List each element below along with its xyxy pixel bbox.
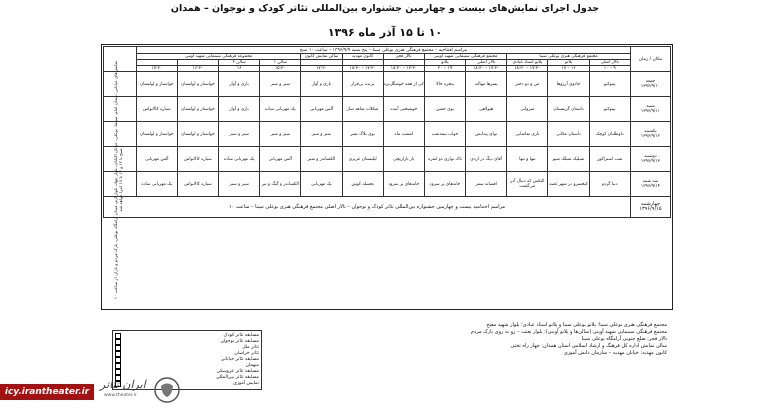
note-line: مجتمع فرهنگی سینمایی شهید آوینی (سالن‌ها و پلاتو آوینی): بلوار بعثت – رو به روی پارک مردم — [470, 329, 667, 335]
legend-label: نمایش آموزی — [233, 381, 259, 386]
performance-cell: پینوکیو — [589, 97, 630, 122]
performance-cell: تاک نوازی دو انفره — [424, 147, 465, 172]
url-banner: icy.irantheater.ir — [0, 384, 94, 400]
performance-cell: سیاره کالانواس — [177, 147, 218, 172]
performance-cell: یک مهربانی ساده — [136, 172, 177, 197]
note-line: کانون مهدیه: خیابان مهدیه – سازمان دانش آموزی — [563, 350, 667, 356]
time-header: ۱۵:۳۰ — [260, 66, 301, 72]
legend-label: مسابقه تئاتر نوجوان — [220, 339, 259, 344]
performance-cell: داستان مکانی — [548, 122, 589, 147]
venue-header: مجموعه فرهنگی سینمایی شهید آوینی — [136, 54, 301, 60]
subvenue-header: تالار اصلی — [466, 60, 507, 66]
time-header: ۱۷:۳۰ — [301, 66, 342, 72]
legend-label: مسابقه تئاتر کودک — [223, 333, 259, 338]
venue-header: سالن نمایش کانون — [301, 54, 342, 60]
day-label — [630, 97, 670, 122]
subvenue-header: سالن ۲ — [219, 60, 260, 66]
time-header: ۱۷:۳۰ – ۱۸:۳۰ — [507, 66, 548, 72]
performance-cell: یک مهربانی ساده — [219, 147, 260, 172]
performance-cell: بازی تماشایی — [507, 122, 548, 147]
closing-day-name: چهارشنبه — [640, 201, 661, 207]
venue-header: کانون مهدیه — [342, 54, 383, 60]
performance-cell: سبز و سبز — [260, 122, 301, 147]
performance-cell: یک مهربانی — [301, 172, 342, 197]
time-header: ۱۷:۳۰ – ۱۸:۳۰ — [342, 66, 383, 72]
performance-cell: پینوکیو — [589, 72, 630, 97]
subvenue-header: پلاتو استاد عبادی — [507, 60, 548, 66]
performance-cell: خواستار و لولستان — [177, 122, 218, 147]
performance-cell: خواستار و لولستان — [177, 72, 218, 97]
day-name: شنبه — [646, 104, 655, 109]
performance-cell: شکلات شاهد ساز — [342, 97, 383, 122]
day-name: یکشنبه — [644, 129, 657, 134]
performance-cell: خواستار و لولستان — [136, 72, 177, 97]
closing-day-date: ۱۳۹۶/۹/۱۵ — [639, 206, 662, 212]
performance-cell: آلس مهربانی — [260, 147, 301, 172]
performance-cell: خانه‌های پر سرود — [424, 172, 465, 197]
performance-cell: بوی بلاگ نمیر — [342, 122, 383, 147]
venue-header: تالار فجر — [383, 54, 424, 60]
day-name: سه شنبه — [642, 179, 659, 184]
day-date: ۱۳۹۶/۹/۱۳ — [640, 159, 660, 164]
subvenue-header: پلاتو — [548, 60, 589, 66]
day-label — [630, 172, 670, 197]
site-address: www.theater.ir — [104, 393, 137, 398]
day-row — [104, 147, 671, 172]
day-row — [104, 72, 671, 97]
performance-cell: الکساندر و شیر — [301, 147, 342, 172]
performance-cell: دنیا گردو — [589, 172, 630, 197]
performance-cell: خواستار و لولستان — [177, 97, 218, 122]
performance-cell: لیلیستان عزیزی — [342, 147, 383, 172]
performance-cell: سبز و سبز — [301, 122, 342, 147]
legend-label: مسابقه تئاتر بین‌المللی — [215, 375, 259, 380]
legend-label: میهمان — [245, 363, 259, 368]
time-header: ۱۶ — [219, 66, 260, 72]
street-theater-note-text: نمایش‌های خیابانی: میدان امام، سینما، بوعلی، خیابان اکباتان، بلوار جهاد، بلوار ارم، میدان آرامگاه بوعلی، پارک مردم و بازار، از ساعت ۱۰ صبح تا ۱۲ و ۱۴ تا ۱۸ اجرا خواهد شد — [112, 60, 123, 300]
time-header: ۱۷:۳۰ — [136, 66, 177, 72]
day-date: ۱۳۹۶/۹/۱۲ — [640, 134, 660, 139]
table-head — [104, 47, 671, 72]
schedule-table — [103, 46, 671, 218]
legend-label: تئاتر خراسان — [234, 351, 259, 356]
performance-cell: سبز و سبز — [219, 122, 260, 147]
performance-cell: میروانی — [507, 97, 548, 122]
performance-cell: تنها و تنها — [507, 147, 548, 172]
day-row — [104, 172, 671, 197]
performance-cell: سیاره کالانواس — [136, 97, 177, 122]
time-header: ۹ – ۱۰ — [589, 66, 630, 72]
performance-cell: آلس مهربانی — [301, 97, 342, 122]
legend-label: مسابقه تئاتر عروسکی — [216, 369, 259, 374]
performance-cell: یار بازاریچی — [383, 147, 424, 172]
day-name: دوشنبه — [644, 154, 657, 159]
performance-cell: پرنده بی‌قرار — [342, 72, 383, 97]
day-label — [630, 122, 670, 147]
time-header: ۱۶:۳۰ — [177, 66, 218, 72]
subvenue-header: سالن ۱ — [260, 60, 301, 66]
legend-label: تئاتر ملل — [242, 345, 259, 350]
note-line: سالن نمایش اداره کل فرهنگ و ارشاد اسلامی استان همدان: چهار راه تختی — [510, 343, 667, 349]
performance-cell: آقای دیگ در اردی — [466, 147, 507, 172]
performance-cell: خواب نیمه‌شب — [424, 122, 465, 147]
day-date: ۱۳۹۶/۹/۱۰ — [640, 84, 660, 89]
venue-header: مجتمع فرهنگی سینمایی شهید آوینی — [424, 54, 506, 60]
closing-day — [630, 197, 670, 218]
performance-cell: بازی و آواز — [301, 72, 342, 97]
closing-text: مراسم اختتامیه بیست و چهارمین جشنواره بین‌المللی تئاتر کودک و نوجوان – تالار اصلی مجتمع فرهنگی هنری بوعلی سینا – ساعت ۱۰ — [104, 197, 631, 218]
performance-cell: امشب ماه — [383, 122, 424, 147]
performance-cell: خواستار و لولستان — [136, 122, 177, 147]
day-row — [104, 97, 671, 122]
performance-cell: سبز و سبز — [219, 172, 260, 197]
schedule-body — [104, 72, 671, 197]
performance-cell: افسانه سفر — [466, 172, 507, 197]
day-row — [104, 122, 671, 147]
time-header: ۱۹ – ۲۰ — [424, 66, 465, 72]
note-line: تالار فجر: ضلع جنوبی آرامگاه بوعلی سینا — [581, 336, 667, 342]
time-header: ۱۶ – ۱۷ — [548, 66, 589, 72]
performance-cell: خانه‌های پر سرود — [383, 172, 424, 197]
performance-cell: سبز و سبز — [260, 72, 301, 97]
day-label — [630, 72, 670, 97]
performance-cell: سیاره کالانواس — [177, 172, 218, 197]
performance-cell: بوی جشن — [424, 97, 465, 122]
performance-cell: پسرها تنها‌اند — [466, 72, 507, 97]
opening-banner: مراسم افتتاحیه – مجتمع فرهنگی هنری بوعلی سینا – پنج شنبه ۱۳۹۶/۹/۹ – ساعت ۱۰ صبح — [136, 47, 630, 54]
time-header: ۱۷:۳۰ – ۱۸:۳۰ — [383, 66, 424, 72]
time-header: ۱۷:۳۰ – ۱۸:۳۰ — [466, 66, 507, 72]
day-date: ۱۳۹۶/۹/۱۴ — [640, 184, 660, 189]
day-date: ۱۳۹۶/۹/۱۱ — [640, 109, 660, 114]
performance-cell: شب استراکوز — [589, 147, 630, 172]
street-theater-note — [104, 55, 131, 305]
subvenue-header: تالار اصلی — [589, 60, 630, 66]
festival-dates: ۱۰ تا ۱۵ آذر ماه ۱۳۹۶ — [327, 26, 443, 39]
performance-cell: الکساندر و گیگ و تبر — [260, 172, 301, 197]
performance-cell: پنجره خالا — [424, 72, 465, 97]
brand-name: ایران تئاتر — [100, 378, 146, 391]
note-line: مجتمع فرهنگی هنری بوعلی سینا: پلاتو بوعلی سینا و پلاتو استاد عبادی؛ بلوار شهید مفتح — [486, 322, 667, 328]
performance-cell: تجسله کوش — [342, 172, 383, 197]
performance-cell: جادوی آرزوها — [548, 72, 589, 97]
legend-label: مسابقه تئاتر خیابانی — [220, 357, 259, 362]
performance-cell: بازی و آواز — [219, 97, 260, 122]
performance-cell: هیولاهی — [466, 97, 507, 122]
venue-address-notes — [347, 322, 667, 357]
performance-cell: داوطلبان کوچک — [589, 122, 630, 147]
performance-cell: یک مهربانی ساده — [260, 97, 301, 122]
performance-cell: کیخسرو در شهر غصه — [548, 172, 589, 197]
venue-header: مجتمع فرهنگی هنری بوعلی سینا — [507, 54, 631, 60]
performance-cell: نوای پیدایش — [466, 122, 507, 147]
performance-cell: خوشبختی آینده — [383, 97, 424, 122]
performance-cell: بازی و آواز — [219, 72, 260, 97]
theater-logo-icon — [152, 375, 182, 405]
performance-cell: من و دو دختر — [507, 72, 548, 97]
performance-cell: شبلیک شبلک شیو — [548, 147, 589, 172]
subvenue-header: پلاتو — [424, 60, 465, 66]
closing-row — [104, 197, 671, 218]
performance-cell: کی از همه خوشگل‌تره — [383, 72, 424, 97]
performance-cell: داستان گرینستان — [548, 97, 589, 122]
place-time-header: مکان / زمان — [630, 47, 670, 72]
performance-cell: الیکس که دنبال آذر می‌گشت — [507, 172, 548, 197]
day-label — [630, 147, 670, 172]
day-name: جمعه — [645, 79, 656, 84]
page-title: جدول اجرای نمایش‌های بیست و چهارمین جشنواره بین‌المللی تئاتر کودک و نوجوان – همدان — [170, 3, 600, 14]
performance-cell: آلس مهربانی — [136, 147, 177, 172]
